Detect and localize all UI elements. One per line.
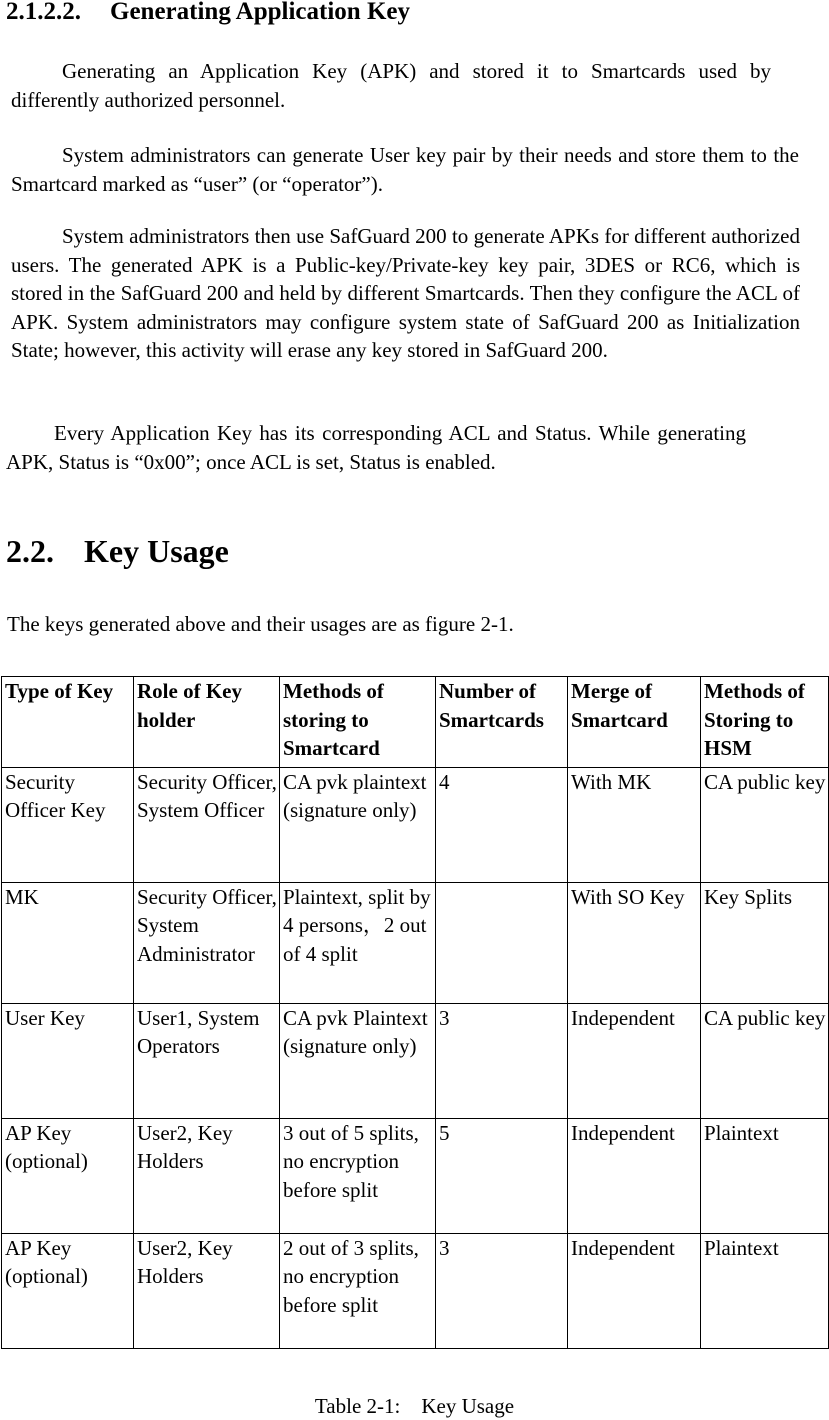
paragraph-safguard-apk: System administrators then use SafGuard 200 to generate APKs for different authorized users. The generated APK is a Public-key/Private-key key pair, 3DES or RC6, which is stored in the SafGuard 200 and held by different Smartcards. Then they configure the ACL of APK. System administrators may configure system state of SafGuard 200 as Initialization State; however, this activity will erase any key stored in SafGuard 200. (11, 224, 800, 362)
table-cell: 4 (436, 767, 568, 882)
table-cell: 2 out of 3 splits, no encryption before split (280, 1233, 436, 1348)
section-number: 2.1.2.2. (6, 0, 81, 25)
table-cell (436, 882, 568, 1003)
table-cell: 3 (436, 1003, 568, 1118)
header-methods-storing-smartcard: Methods of storing to Smartcard (280, 677, 436, 768)
header-type-of-key: Type of Key (2, 677, 134, 768)
table-cell: User2, Key Holders (134, 1233, 280, 1348)
header-merge-of-smartcard: Merge of Smartcard (568, 677, 701, 768)
header-number-of-smartcards: Number of Smartcards (436, 677, 568, 768)
section2-number: 2.2. (6, 533, 54, 569)
key-usage-table (1, 676, 829, 1349)
table-cell: User1, System Operators (134, 1003, 280, 1118)
table-header-row (2, 677, 829, 768)
table-cell: Plaintext, split by 4 persons，2 out of 4 split (280, 882, 436, 1003)
table-cell: Independent (568, 1233, 701, 1348)
table-cell: With MK (568, 767, 701, 882)
table-cell: Security Officer, System Administrator (134, 882, 280, 1003)
table-cell: 3 (436, 1233, 568, 1348)
section-title: Generating Application Key (110, 0, 410, 25)
paragraph-user-key: System administrators can generate User key pair by their needs and store them to the Smartcard marked as “user” (or “operator”). (11, 143, 799, 196)
section-heading-key-usage (6, 531, 229, 571)
table-cell: Independent (568, 1003, 701, 1118)
table-cell: CA pvk plaintext (signature only) (280, 767, 436, 882)
table-cell: Security Officer Key (2, 767, 134, 882)
table-cell: User Key (2, 1003, 134, 1118)
table-cell: CA pvk Plaintext (signature only) (280, 1003, 436, 1118)
key-usage-intro: The keys generated above and their usages are as figure 2-1. (7, 612, 514, 636)
table-row (2, 1003, 829, 1118)
table-row (2, 1118, 829, 1233)
table-cell: AP Key (optional) (2, 1233, 134, 1348)
paragraph-apk-intro: Generating an Application Key (APK) and stored it to Smartcards used by differently authorized personnel. (11, 59, 771, 112)
table-row (2, 767, 829, 882)
table-cell: MK (2, 882, 134, 1003)
section2-title: Key Usage (84, 533, 229, 569)
table-cell: 5 (436, 1118, 568, 1233)
table-cell: With SO Key (568, 882, 701, 1003)
paragraph-acl-status: Every Application Key has its corresponding ACL and Status. While generating APK, Status is “0x00”; once ACL is set, Status is enabled. (6, 421, 746, 474)
table-row (2, 1233, 829, 1348)
table-cell: User2, Key Holders (134, 1118, 280, 1233)
table-cell: CA public key (701, 1003, 829, 1118)
section-heading-generating-application-key (6, 0, 410, 27)
table-cell: Independent (568, 1118, 701, 1233)
table-cell: AP Key (optional) (2, 1118, 134, 1233)
table-cell: Key Splits (701, 882, 829, 1003)
table-cell: CA public key (701, 767, 829, 882)
table-cell: Plaintext (701, 1233, 829, 1348)
table-row (2, 882, 829, 1003)
header-methods-storing-hsm: Methods of Storing to HSM (701, 677, 829, 768)
table-cell: 3 out of 5 splits, no encryption before split (280, 1118, 436, 1233)
header-role-of-key-holder: Role of Key holder (134, 677, 280, 768)
table-caption: Table 2-1: Key Usage (314, 1394, 515, 1418)
table-cell: Security Officer, System Officer (134, 767, 280, 882)
table-cell: Plaintext (701, 1118, 829, 1233)
